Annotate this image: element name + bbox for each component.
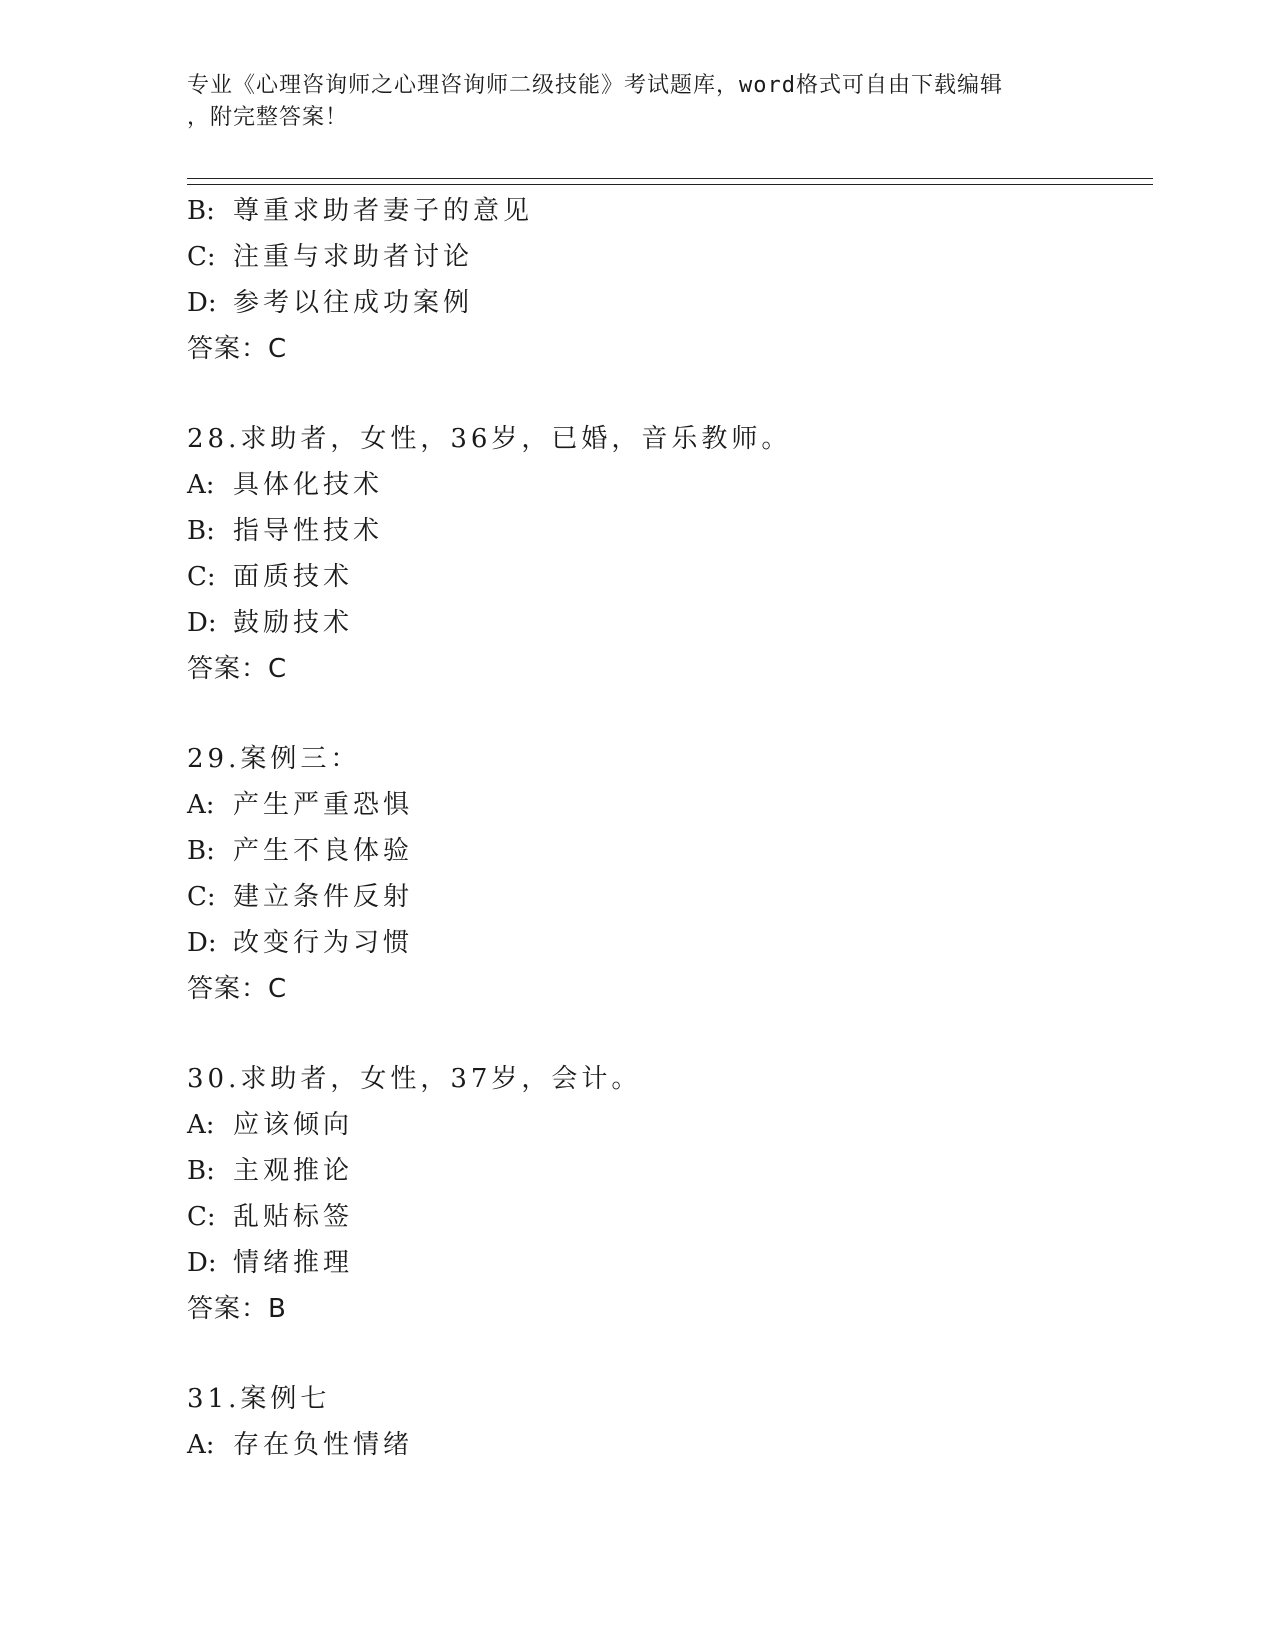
option-letter: B:	[187, 1156, 215, 1186]
option-text: 指导性技术	[233, 516, 384, 546]
option-text: 乱贴标签	[233, 1202, 354, 1232]
question-stem: 29.案例三：	[187, 744, 361, 774]
option-text: 应该倾向	[233, 1110, 354, 1140]
option-b	[187, 508, 1147, 554]
question-stem: 31.案例七	[187, 1384, 331, 1414]
option-c	[187, 874, 1147, 920]
header-divider-top	[187, 178, 1153, 179]
option-letter: B:	[187, 836, 215, 866]
option-text: 产生严重恐惧	[233, 790, 414, 820]
answer-line: 答案：C	[187, 974, 288, 1004]
option-a	[187, 462, 1147, 508]
option-text: 尊重求助者妻子的意见	[233, 196, 534, 226]
question-28	[187, 416, 1147, 692]
option-letter: C:	[187, 242, 216, 272]
option-b	[187, 828, 1147, 874]
option-letter: C:	[187, 882, 216, 912]
option-c	[187, 554, 1147, 600]
header-title-line-1: 专业《心理咨询师之心理咨询师二级技能》考试题库，word格式可自由下载编辑	[187, 73, 1003, 98]
option-text: 主观推论	[233, 1156, 354, 1186]
option-letter: B:	[187, 196, 215, 226]
question-31	[187, 1376, 1147, 1468]
question-30	[187, 1056, 1147, 1332]
option-letter: D:	[187, 288, 217, 318]
option-c	[187, 234, 1147, 280]
option-a	[187, 1422, 1147, 1468]
option-text: 注重与求助者讨论	[233, 242, 474, 272]
option-text: 参考以往成功案例	[233, 288, 474, 318]
document-header	[187, 70, 1067, 134]
option-b	[187, 188, 1147, 234]
option-b	[187, 1148, 1147, 1194]
question-stem: 28.求助者，女性，36岁，已婚，音乐教师。	[187, 424, 792, 454]
option-letter: D:	[187, 928, 217, 958]
option-letter: B:	[187, 516, 215, 546]
header-title-line-2: ，附完整答案！	[187, 105, 349, 130]
option-letter: A:	[187, 790, 215, 820]
option-a	[187, 1102, 1147, 1148]
option-text: 建立条件反射	[233, 882, 414, 912]
option-text: 产生不良体验	[233, 836, 414, 866]
option-letter: A:	[187, 470, 215, 500]
question-27-continued	[187, 188, 1147, 372]
question-stem: 30.求助者，女性，37岁，会计。	[187, 1064, 642, 1094]
option-text: 情绪推理	[233, 1248, 354, 1278]
option-text: 存在负性情绪	[233, 1430, 414, 1460]
option-d	[187, 920, 1147, 966]
option-a	[187, 782, 1147, 828]
option-d	[187, 600, 1147, 646]
option-letter: C:	[187, 1202, 216, 1232]
option-text: 改变行为习惯	[233, 928, 414, 958]
answer-line: 答案：B	[187, 1294, 287, 1324]
option-letter: A:	[187, 1110, 215, 1140]
question-29	[187, 736, 1147, 1012]
option-c	[187, 1194, 1147, 1240]
option-letter: D:	[187, 608, 217, 638]
option-text: 面质技术	[233, 562, 354, 592]
question-list	[187, 188, 1147, 1468]
option-letter: A:	[187, 1430, 215, 1460]
option-text: 鼓励技术	[233, 608, 354, 638]
option-text: 具体化技术	[233, 470, 384, 500]
header-divider-bottom	[187, 184, 1153, 185]
option-d	[187, 1240, 1147, 1286]
option-letter: C:	[187, 562, 216, 592]
option-d	[187, 280, 1147, 326]
option-letter: D:	[187, 1248, 217, 1278]
answer-line: 答案：C	[187, 334, 288, 364]
answer-line: 答案：C	[187, 654, 288, 684]
